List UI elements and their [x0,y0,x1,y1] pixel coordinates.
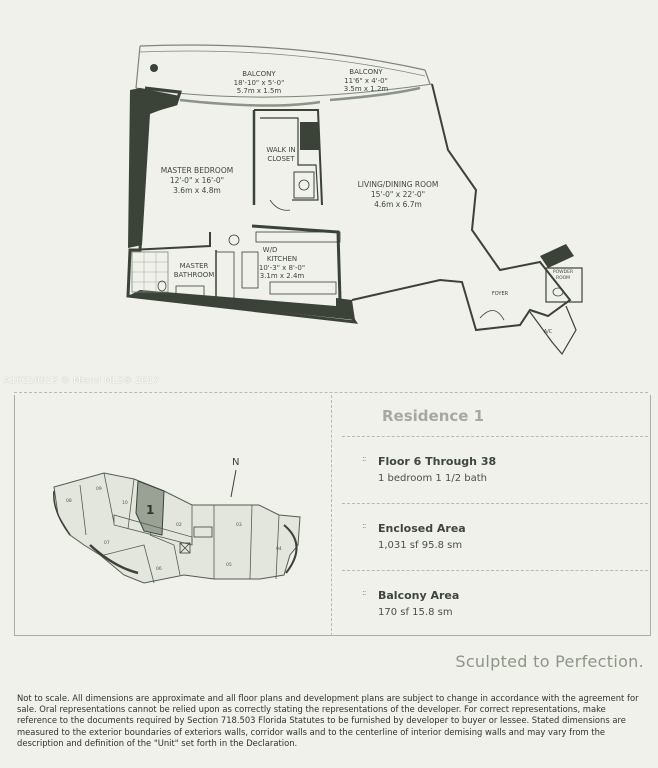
bullet-icon [362,459,367,464]
unit-label: 02 [176,523,182,528]
unit-label: 10 [122,501,128,506]
kitchen-label: KITCHEN 10'-3" x 8'-0" 3.1m x 2.4m [258,255,306,280]
living-dining-label: LIVING/DINING ROOM 15'-0" x 22'-0" 4.6m x 6.7m [357,180,439,209]
unit-label: 04 [276,547,282,552]
walk-in-closet-label: WALK IN CLOSET [266,146,296,163]
unit-label: 05 [226,563,232,568]
unit-label: 08 [66,499,72,504]
balcony-2-label: BALCONY 11'6" x 4'-0" 3.5m x 1.2m [343,68,389,93]
foyer-label: FOYER [491,291,509,297]
powder-room-label: POWDER ROOM [552,270,574,281]
master-bedroom-label: MASTER BEDROOM 12'-0" x 16'-0" 3.6m x 4.8m [160,166,234,195]
mls-watermark: A10216513 © Miami MLS® 2017 [4,376,160,386]
key-plan [14,395,331,635]
unit-label: 03 [236,523,242,528]
info-divider [342,570,648,571]
section-value: 170 sf 15.8 sm [378,607,453,618]
section-value: 1,031 sf 95.8 sm [378,540,463,551]
section-heading: Balcony Area [378,589,460,602]
unit-label: 07 [104,541,110,546]
section-divider [14,392,648,393]
unit-label: 06 [156,567,162,572]
tagline: Sculpted to Perfection. [455,652,644,671]
info-divider [342,503,648,504]
balcony-1-label: BALCONY 18'-10" x 5'-0" 5.7m x 1.5m [233,70,285,95]
bullet-icon [362,593,367,598]
key-plan-drawing [14,395,331,635]
residence-info [342,395,648,635]
north-indicator: N [232,457,240,468]
wd-label: W/D [262,246,278,254]
disclaimer-text: Not to scale. All dimensions are approximate and all floor plans and development plans are subject to change in accordance with the agreement for sale. Oral representations cannot be relied upon as correctly stating the representations of the developer. For correct representations, make reference to the documents required by Section 718.503 Florida Statutes to be furnished by developer to buyer or lessee. Stated dimensions are measured to the exterior boundaries of exteriors walls, corridor walls and to the centerline of interior demising walls and may vary from the description and definition of the "Unit" set forth in the Declaration. [17,693,639,748]
master-bathroom-label: MASTER BATHROOM [173,262,215,279]
info-divider [342,436,648,437]
panel-separator [331,395,332,636]
section-heading: Floor 6 Through 38 [378,455,497,468]
highlighted-unit-label: 1 [146,503,155,517]
section-heading: Enclosed Area [378,522,466,535]
bullet-icon [362,526,367,531]
section-value: 1 bedroom 1 1/2 bath [378,473,487,484]
unit-label: 09 [96,487,102,492]
residence-title: Residence 1 [382,407,485,425]
ac-label: A/C [543,329,553,335]
